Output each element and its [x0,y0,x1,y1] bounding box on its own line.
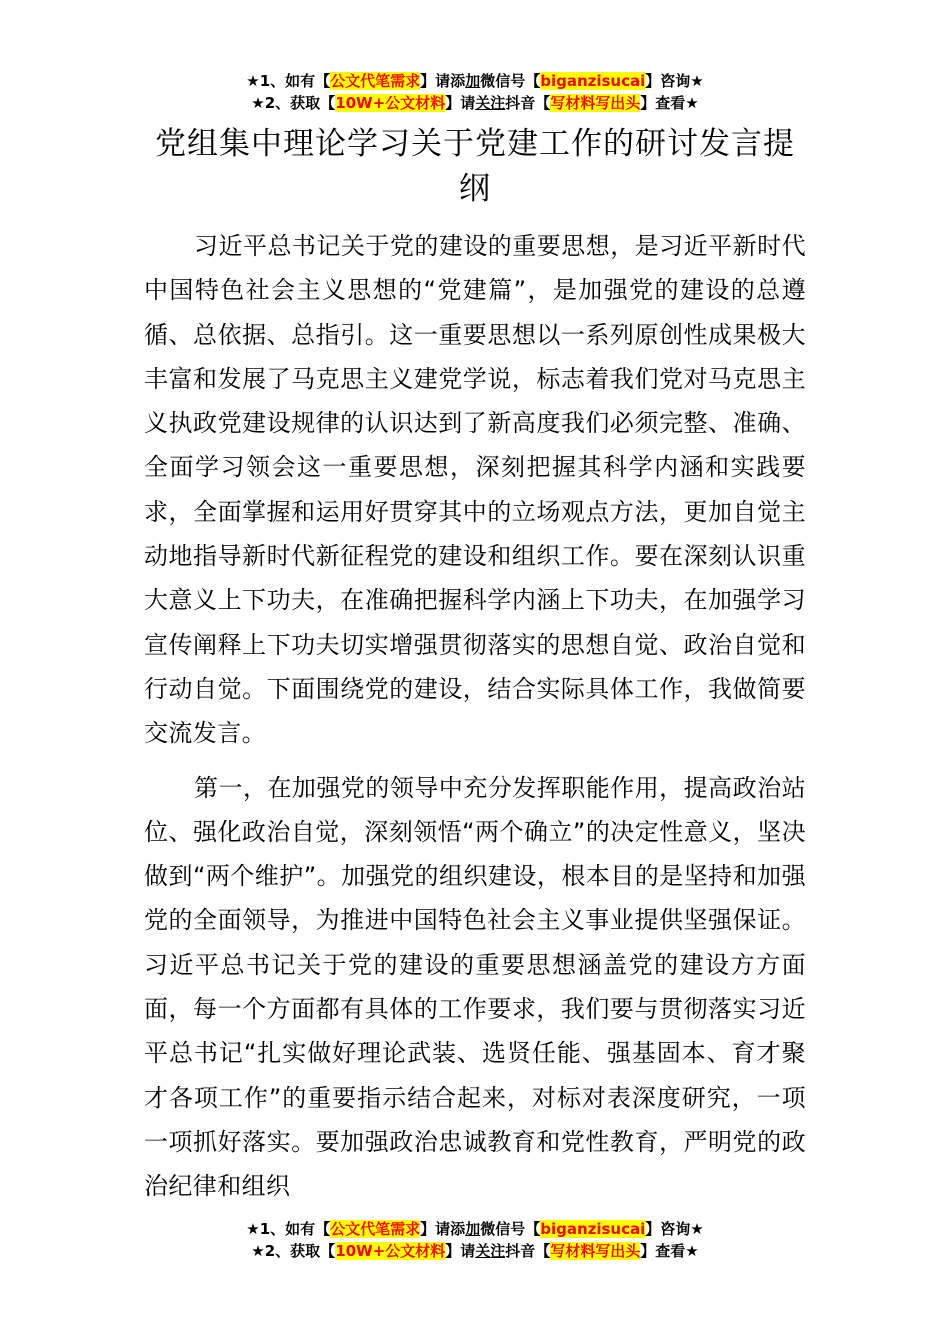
body-paragraph: 习近平总书记关于党的建设的重要思想，是习近平新时代中国特色社会主义思想的“党建篇”，是加强党的建设的总遵循、总依据、总指引。这一重要思想以一系列原创性成果极大丰富和发展了马克思主义建党学说，标志着我们党对马克思主义执政党建设规律的认识达到了新高度我们必须完整、准确、全面学习领会这一重要思想，深刻把握其科学内涵和实践要求，全面掌握和运用好贯穿其中的立场观点方法，更加自觉主动地指导新时代新征程党的建设和组织工作。要在深刻认识重大意义上下功夫，在准确把握科学内涵上下功夫，在加强学习宣传阐释上下功夫切实增强贯彻落实的思想自觉、政治自觉和行动自觉。下面围绕党的建设，结合实际具体工作，我做简要交流发言。 [144,232,806,748]
highlight-text: 公文代笔需求 [330,72,421,90]
promo-banner-bottom [0,1218,950,1262]
highlight-text: 10W+公文材料 [335,1242,446,1260]
highlight-text: 公文代笔需求 [330,1220,421,1238]
highlight-text: 10W+公文材料 [335,94,446,112]
promo-line-2: ★2、获取【10W+公文材料】请关注抖音【写材料写出头】查看★ [251,1242,699,1260]
body-paragraph: 第一，在加强党的领导中充分发挥职能作用，提高政治站位、强化政治自觉，深刻领悟“两个确立”的决定性意义，坚决做到“两个维护”。加强党的组织建设，根本目的是坚持和加强党的全面领导，为推进中国特色社会主义事业提供坚强保证。习近平总书记关于党的建设的重要思想涵盖党的建设方方面面，每一个方面都有具体的工作要求，我们要与贯彻落实习近平总书记“扎实做好理论武装、选贤任能、强基固本、育才聚才各项工作”的重要指示结合起来，对标对表深度研究，一项一项抓好落实。要加强政治忠诚教育和党性教育，严明党的政治纪律和组织 [144,773,806,1201]
promo-line-2: ★2、获取【10W+公文材料】请关注抖音【写材料写出头】查看★ [251,94,699,112]
document-title: 党组集中理论学习关于党建工作的研讨发言提纲 [155,126,795,207]
document-body [144,224,806,1219]
promo-banner-top [0,70,950,114]
highlight-text: 写材料写出头 [550,1242,641,1260]
promo-line-1: ★1、如有【公文代笔需求】请添加微信号【biganzisucai】咨询★ [246,72,704,90]
highlight-text: biganzisucai [540,72,646,90]
highlight-text: biganzisucai [540,1220,646,1238]
promo-line-1: ★1、如有【公文代笔需求】请添加微信号【biganzisucai】咨询★ [246,1220,704,1238]
highlight-text: 写材料写出头 [550,94,641,112]
